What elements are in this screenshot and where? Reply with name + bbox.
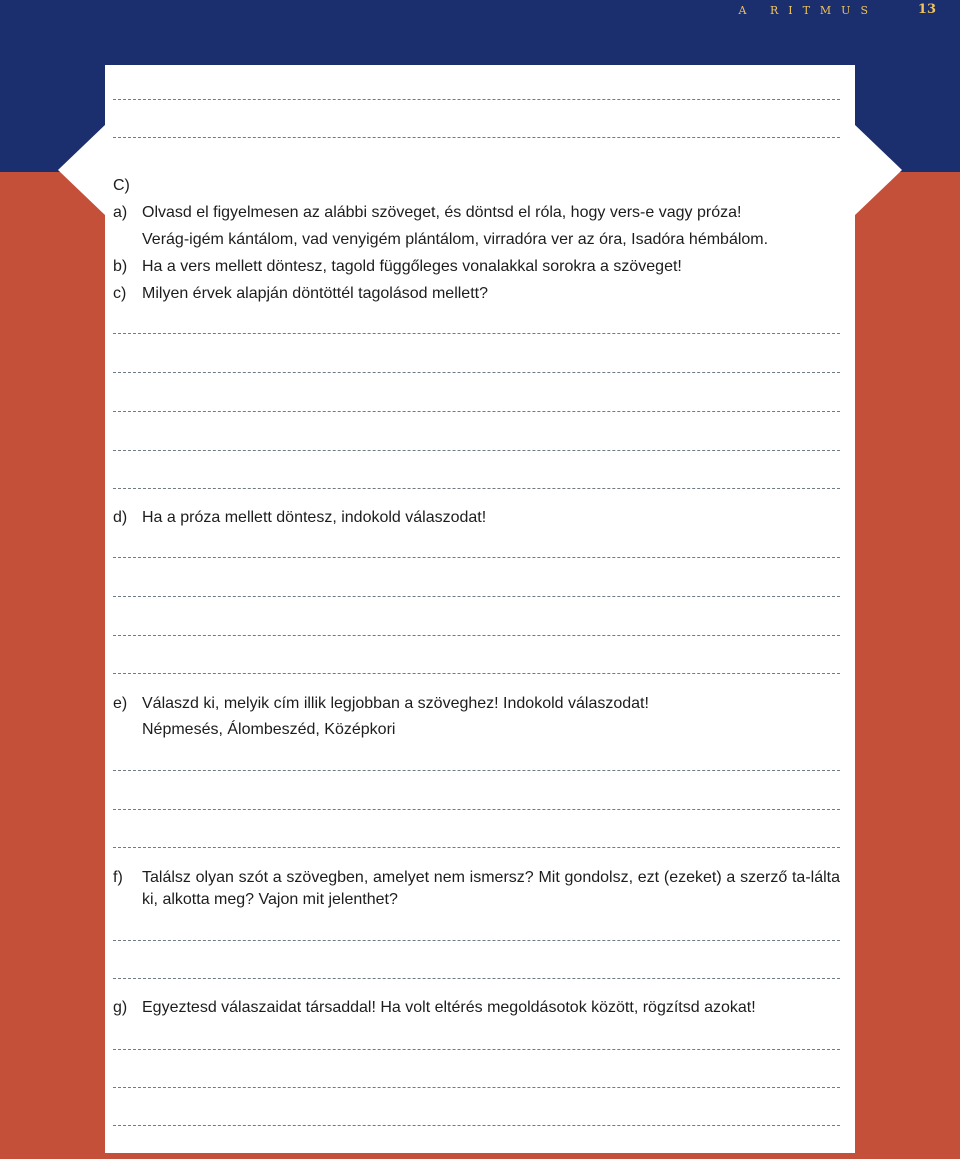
- sheet-corner-right: [854, 124, 902, 216]
- task-e: [113, 694, 649, 714]
- worksheet: [105, 65, 855, 1153]
- sheet-corner-left: [58, 124, 106, 216]
- task-a: [113, 203, 741, 223]
- answer-line: [113, 596, 840, 597]
- task-label: b): [113, 258, 128, 275]
- task-label: f): [113, 869, 123, 886]
- answer-line: [113, 1049, 840, 1050]
- poem-text: Verág-igém kántálom, vad venyigém plántálom, virradóra ver az óra, Isadóra hémbálom.: [142, 231, 769, 248]
- answer-line: [113, 1087, 840, 1088]
- task-text: Válaszd ki, melyik cím illik legjobban a szöveghez! Indokold válaszodat!: [142, 695, 649, 712]
- task-label: e): [113, 695, 128, 712]
- answer-line: [113, 940, 840, 941]
- answer-line: [113, 770, 840, 771]
- answer-line: [113, 372, 840, 373]
- task-f: [113, 867, 840, 911]
- answer-line: [113, 450, 840, 451]
- page-number: 13: [917, 2, 936, 17]
- task-b: [113, 257, 682, 277]
- task-text: Találsz olyan szót a szövegben, amelyet nem ismersz? Mit gondolsz, ezt (ezeket) a szerző ta-lálta ki, alkotta meg? Vajon mit jelenthet?: [142, 869, 840, 908]
- answer-line: [113, 333, 840, 334]
- answer-line: [113, 978, 840, 979]
- answer-line: [113, 99, 840, 100]
- task-label: g): [113, 999, 128, 1016]
- answer-line: [113, 411, 840, 412]
- task-g: [113, 998, 756, 1018]
- answer-line: [113, 809, 840, 810]
- answer-line: [113, 847, 840, 848]
- answer-line: [113, 488, 840, 489]
- answer-line: [113, 137, 840, 138]
- task-label: a): [113, 204, 128, 221]
- answer-line: [113, 635, 840, 636]
- task-text: Ha a vers mellett döntesz, tagold függőleges vonalakkal sorokra a szöveget!: [142, 258, 682, 275]
- task-c: [113, 284, 488, 304]
- task-d: [113, 508, 486, 528]
- task-label: d): [113, 509, 128, 526]
- answer-line: [113, 673, 840, 674]
- task-text: Ha a próza mellett döntesz, indokold válaszodat!: [142, 509, 487, 526]
- task-label: c): [113, 285, 127, 302]
- task-text: Milyen érvek alapján döntöttél tagolásod mellett?: [142, 285, 488, 302]
- running-head: A RITMUS: [738, 4, 878, 17]
- task-text: Egyeztesd válaszaidat társaddal! Ha volt eltérés megoldásotok között, rögzítsd azokat!: [142, 999, 756, 1016]
- answer-line: [113, 557, 840, 558]
- answer-line: [113, 1125, 840, 1126]
- title-options: Népmesés, Álombeszéd, Középkori: [142, 721, 396, 738]
- section-heading: C): [113, 177, 130, 194]
- task-text: Olvasd el figyelmesen az alábbi szöveget, és döntsd el róla, hogy vers-e vagy próza!: [142, 204, 742, 221]
